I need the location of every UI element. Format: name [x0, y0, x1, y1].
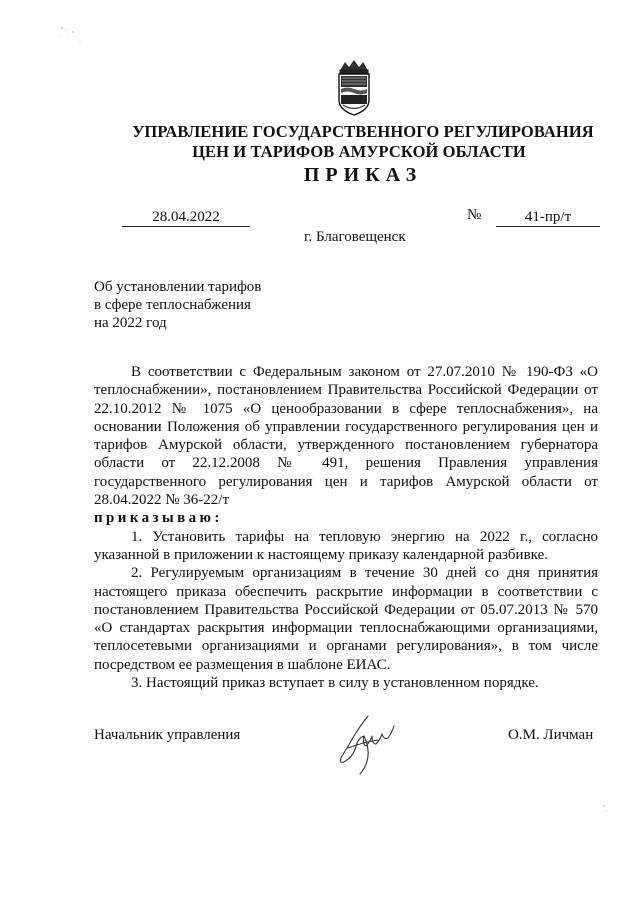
organization-name: [0, 122, 640, 162]
number-sign: №: [467, 207, 482, 223]
order-date: 28.04.2022: [122, 208, 250, 227]
org-line-2: ЦЕН И ТАРИФОВ АМУРСКОЙ ОБЛАСТИ: [192, 142, 526, 161]
document-type: ПРИКАЗ: [303, 164, 423, 186]
order-item-3: 3. Настоящий приказ вступает в силу в установленном порядке.: [131, 675, 539, 692]
subject-line-3: на 2022 год: [94, 315, 167, 331]
signatory-title: Начальник управления: [94, 727, 241, 743]
order-subject: [94, 278, 261, 332]
handwritten-signature-icon: [334, 712, 400, 782]
order-number: 41-пр/т: [496, 208, 600, 227]
amur-region-coat-of-arms-icon: [331, 60, 377, 116]
order-item-2: 2. Регулируемым организациям в течение 30 дней со дня принятия настоящего приказа обеспечить раскрытие информации в соответствии с постановлением Правительства Российской Федерации от 05.07.2013 № 570 «О стандартах раскрытия информации теплоснабжающими организациями, теплосетевыми организациями и органами регулирования», в том числе посредством ее размещения в шаблоне ЕИАС.: [94, 565, 598, 673]
scan-speck-icon: [596, 796, 616, 816]
subject-line-1: Об установлении тарифов: [94, 279, 262, 295]
preamble-paragraph: В соответствии с Федеральным законом от 27.07.2010 № 190-ФЗ «О теплоснабжении», постановлением Правительства Российской Федерации от 22.10.2012 № 1075 «О ценообразовании в сфере теплоснабжения», на основании Положения об управлении государственного регулирования цен и тарифов Амурской области, утвержденного постановлением губернатора области от 22.12.2008 № 491, решения Правления управления государственного регулирования цен и тарифов Амурской области от 28.04.2022 № 36-22/т: [94, 364, 598, 509]
org-line-1: УПРАВЛЕНИЕ ГОСУДАРСТВЕННОГО РЕГУЛИРОВАНИЯ: [132, 122, 594, 141]
city: г. Благовещенск: [304, 229, 406, 245]
subject-line-2: в сфере теплоснабжения: [94, 297, 251, 313]
order-item-1: 1. Установить тарифы на тепловую энергию на 2022 г., согласно указанной в приложении к настоящему приказу календарной разбивке.: [94, 528, 598, 563]
scan-speck-icon: [56, 14, 96, 54]
signatory-name: О.М. Личман: [508, 727, 594, 743]
order-word: приказываю:: [94, 510, 223, 527]
order-body: [94, 363, 598, 692]
